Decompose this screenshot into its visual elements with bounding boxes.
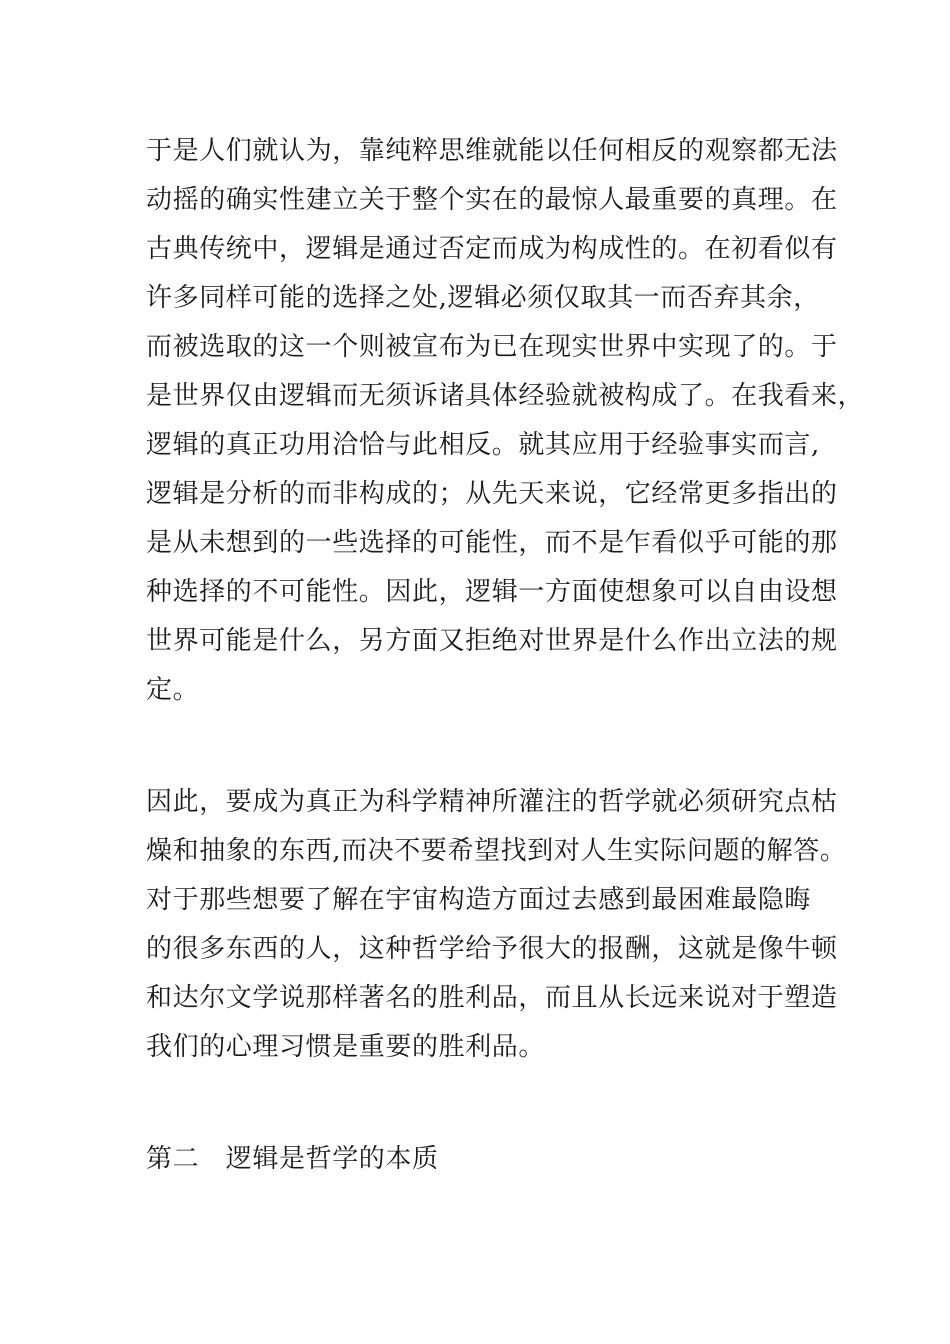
section-heading: 第二 逻辑是哲学的本质 bbox=[146, 1144, 439, 1174]
paragraph-1-line-4: 许多同样可能的选择之处,逻辑必须仅取其一而否弃其余， bbox=[146, 283, 820, 313]
paragraph-2-line-3: 对于那些想要了解在宇宙构造方面过去感到最困难最隐晦 bbox=[146, 885, 812, 915]
paragraph-2-line-2: 燥和抽象的东西,而决不要希望找到对人生实际问题的解答。 bbox=[146, 836, 847, 866]
paragraph-1-line-10: 种选择的不可能性。因此，逻辑一方面使想象可以自由设想 bbox=[146, 577, 838, 607]
paragraph-1-line-8: 逻辑是分析的而非构成的；从先天来说，它经常更多指出的 bbox=[146, 479, 838, 509]
paragraph-1-line-7: 逻辑的真正功用洽恰与此相反。就其应用于经验事实而言, bbox=[146, 430, 820, 460]
paragraph-2-line-5: 和达尔文学说那样著名的胜利品，而且从长远来说对于塑造 bbox=[146, 983, 838, 1013]
paragraph-1-line-12: 定。 bbox=[146, 675, 200, 705]
paragraph-1-line-3: 古典传统中，逻辑是通过否定而成为构成性的。在初看似有 bbox=[146, 234, 838, 264]
paragraph-2-line-4: 的很多东西的人，这种哲学给予很大的报酬，这就是像牛顿 bbox=[146, 934, 838, 964]
paragraph-2-line-1: 因此，要成为真正为科学精神所灌注的哲学就必须研究点枯 bbox=[146, 787, 838, 817]
paragraph-1-line-2: 动摇的确实性建立关于整个实在的最惊人最重要的真理。在 bbox=[146, 185, 838, 215]
paragraph-2-line-6: 我们的心理习惯是重要的胜利品。 bbox=[146, 1032, 546, 1062]
paragraph-1-line-5: 而被选取的这一个则被宣布为已在现实世界中实现了的。于 bbox=[146, 332, 838, 362]
paragraph-1-line-6: 是世界仅由逻辑而无须诉诸具体经验就被构成了。在我看来， bbox=[146, 381, 865, 411]
paragraph-1-line-9: 是从未想到的一些选择的可能性，而不是乍看似乎可能的那 bbox=[146, 528, 838, 558]
paragraph-1-line-1: 于是人们就认为，靠纯粹思维就能以任何相反的观察都无法 bbox=[146, 136, 838, 166]
paragraph-1-line-11: 世界可能是什么，另方面又拒绝对世界是什么作出立法的规 bbox=[146, 626, 838, 656]
